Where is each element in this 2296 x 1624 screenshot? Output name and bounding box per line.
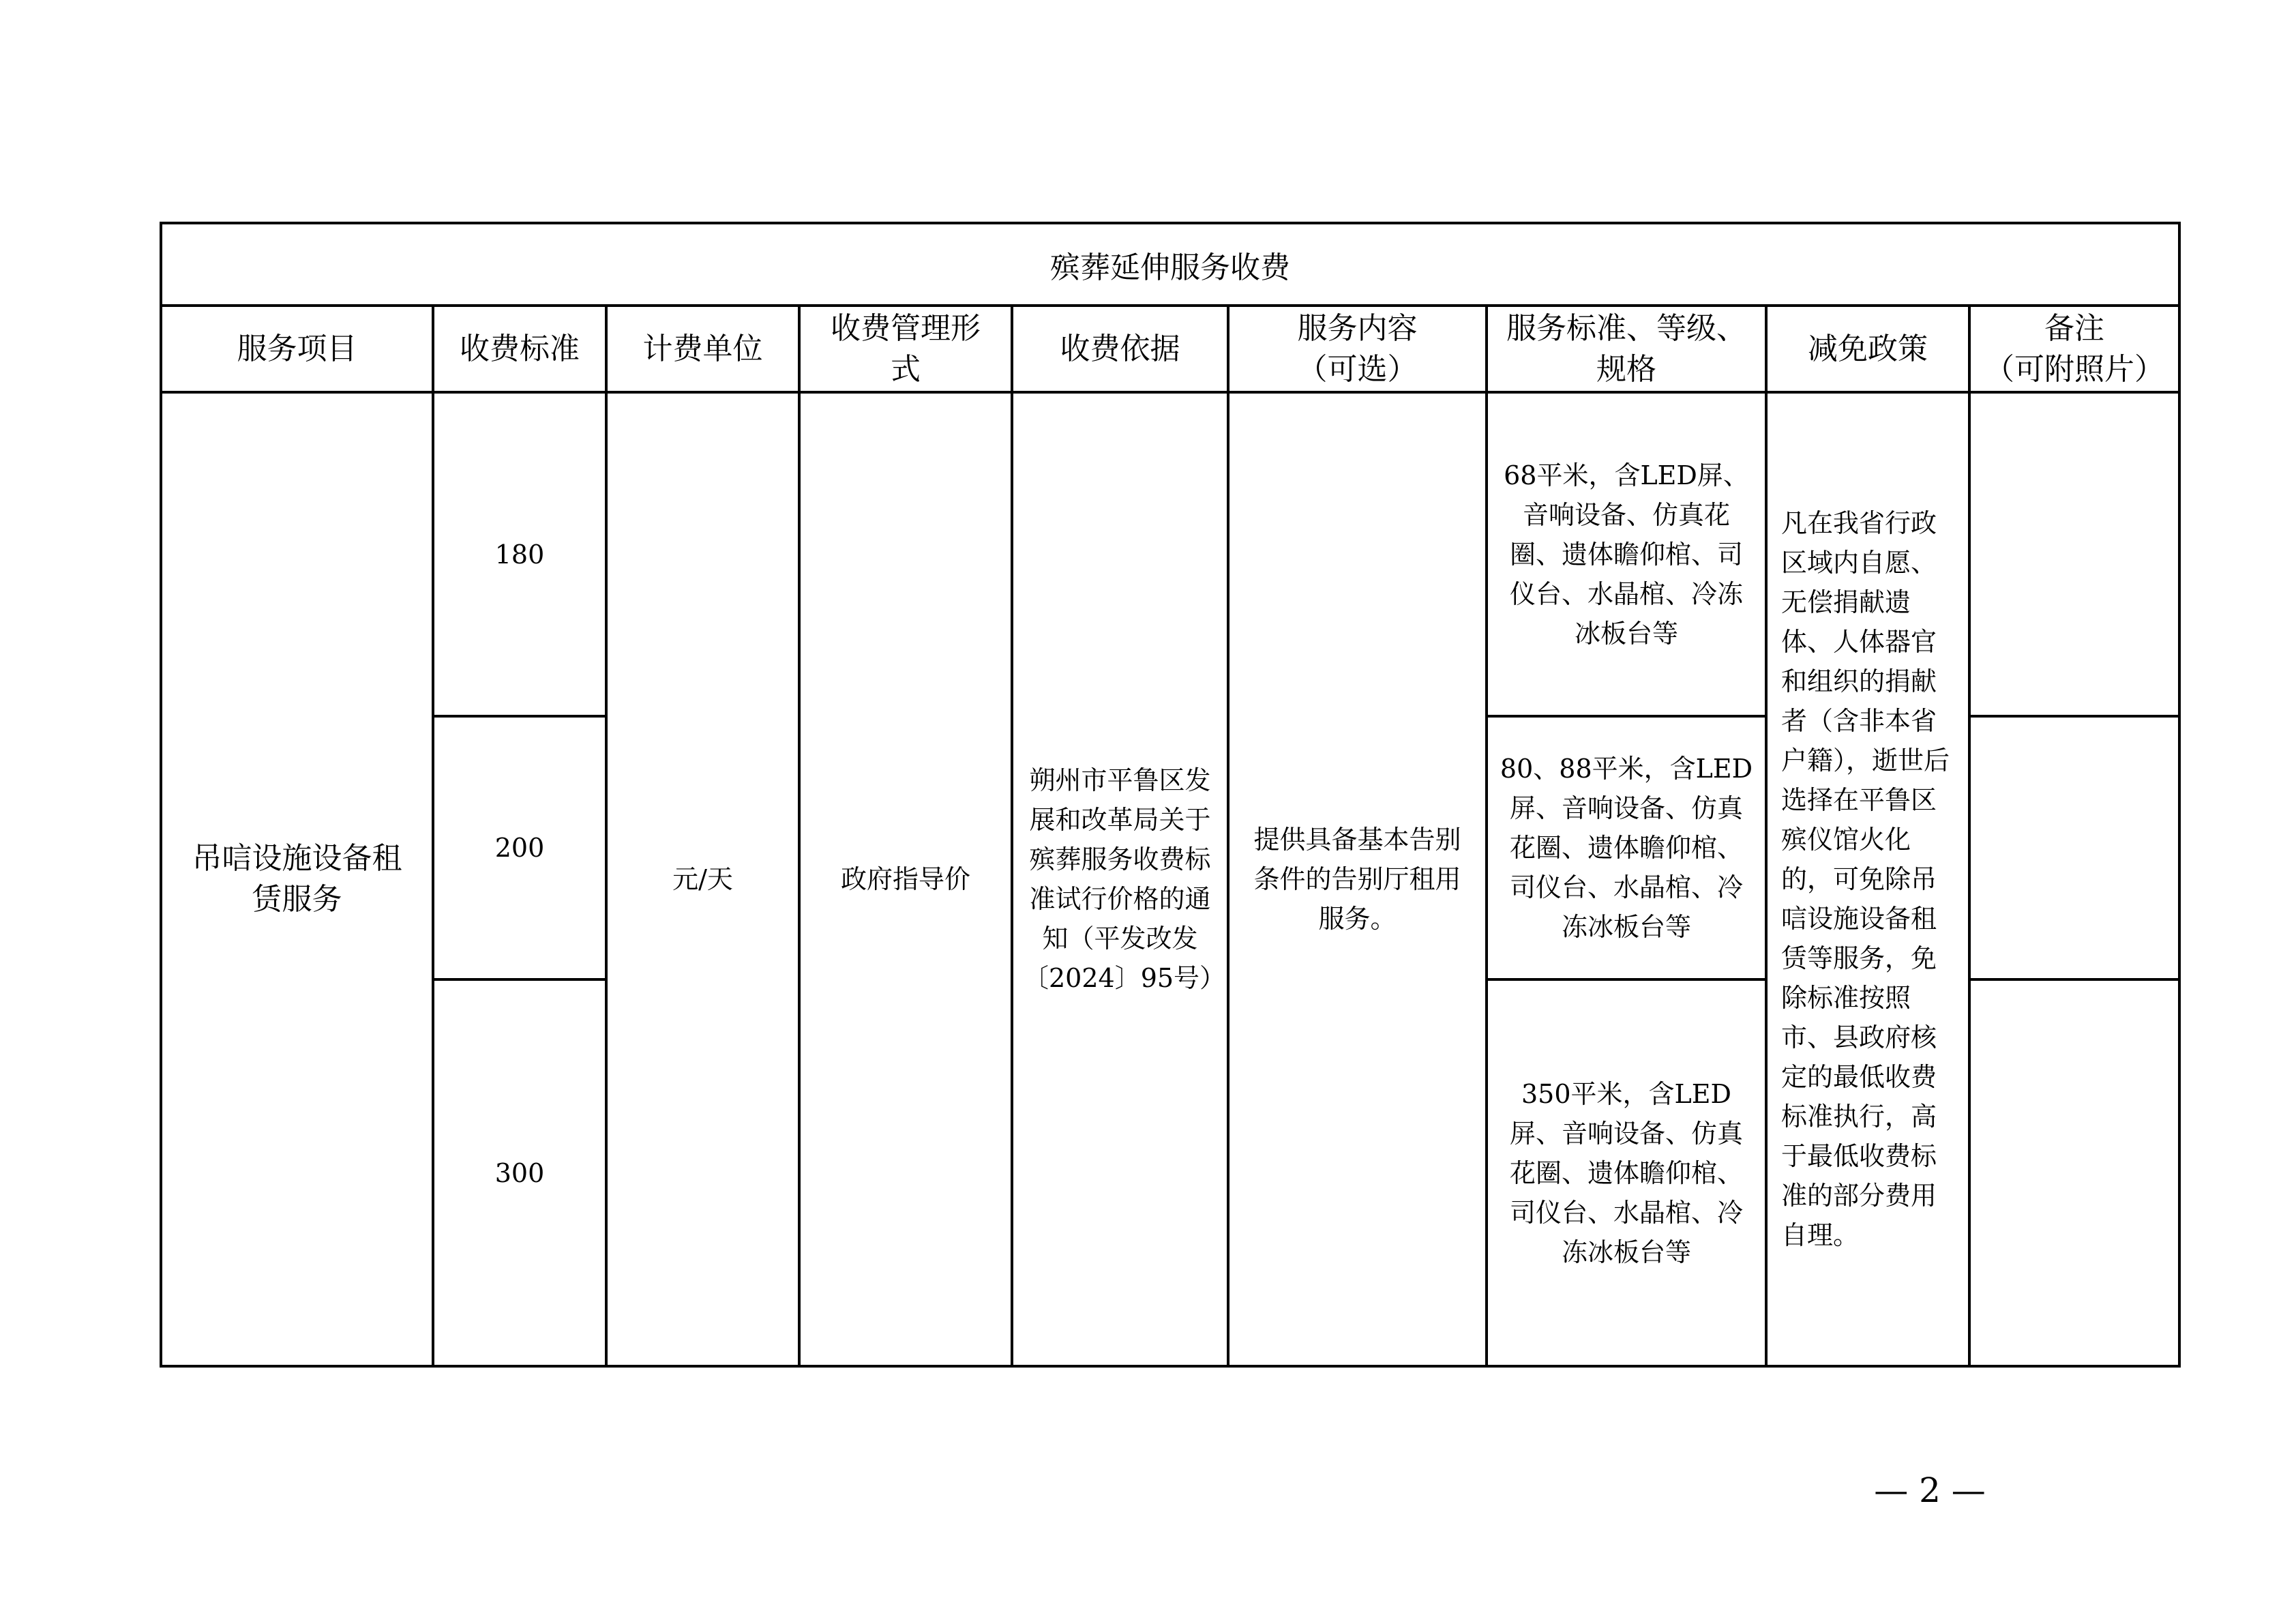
header-service-content-line2: （可选） [1297,351,1418,387]
header-service-item: 服务项目 [161,306,433,392]
service-spec-cell: 80、88平米，含LED屏、音响设备、仿真花圈、遗体瞻仰棺、司仪台、水晶棺、冷冻冰板台等 [1487,716,1766,979]
service-spec-cell: 68平米，含LED屏、音响设备、仿真花圈、遗体瞻仰棺、司仪台、水晶棺、冷冻冰板台等 [1487,392,1766,716]
header-fee-basis: 收费依据 [1012,306,1228,392]
header-exemption-policy: 减免政策 [1766,306,1969,392]
service-content-cell: 提供具备基本告别条件的告别厅租用服务。 [1228,392,1487,1366]
table-row [161,392,2179,716]
fee-standard-cell: 200 [433,716,606,979]
header-remarks-line2: （可附照片） [1984,351,2165,387]
header-management-form [799,306,1012,392]
table-title: 殡葬延伸服务收费 [161,223,2179,306]
remarks-cell [1969,392,2179,716]
header-service-content-line1: 服务内容 [1297,310,1418,346]
header-service-content [1228,306,1487,392]
fee-table [160,222,2181,1368]
header-remarks-line1: 备注 [2044,310,2105,346]
header-service-spec-line2: 规格 [1596,351,1656,387]
header-management-form-line1: 收费管理形 [831,310,981,346]
header-service-spec [1487,306,1766,392]
exemption-policy-cell: 凡在我省行政区域内自愿、无偿捐献遗体、人体器官和组织的捐献者（含非本省户籍），逝世后选择在平鲁区殡仪馆火化的，可免除吊唁设施设备租赁等服务，免除标准按照市、县政府核定的最低收费标准执行，高于最低收费标准的部分费用自理。 [1766,392,1969,1366]
fee-standard-cell: 300 [433,979,606,1366]
remarks-cell [1969,979,2179,1366]
service-item-cell: 吊唁设施设备租赁服务 [161,392,433,1366]
header-billing-unit: 计费单位 [606,306,799,392]
service-spec-cell: 350平米，含LED屏、音响设备、仿真花圈、遗体瞻仰棺、司仪台、水晶棺、冷冻冰板台等 [1487,979,1766,1366]
header-fee-standard: 收费标准 [433,306,606,392]
remarks-cell [1969,716,2179,979]
header-remarks [1969,306,2179,392]
header-management-form-line2: 式 [891,351,921,387]
billing-unit-cell: 元/天 [606,392,799,1366]
page-number: — 2 — [1874,1471,1986,1510]
fee-basis-cell: 朔州市平鲁区发展和改革局关于殡葬服务收费标准试行价格的通知（平发改发〔2024〕95号） [1012,392,1228,1366]
fee-standard-cell: 180 [433,392,606,716]
management-form-cell: 政府指导价 [799,392,1012,1366]
header-service-spec-line1: 服务标准、等级、 [1506,310,1746,346]
